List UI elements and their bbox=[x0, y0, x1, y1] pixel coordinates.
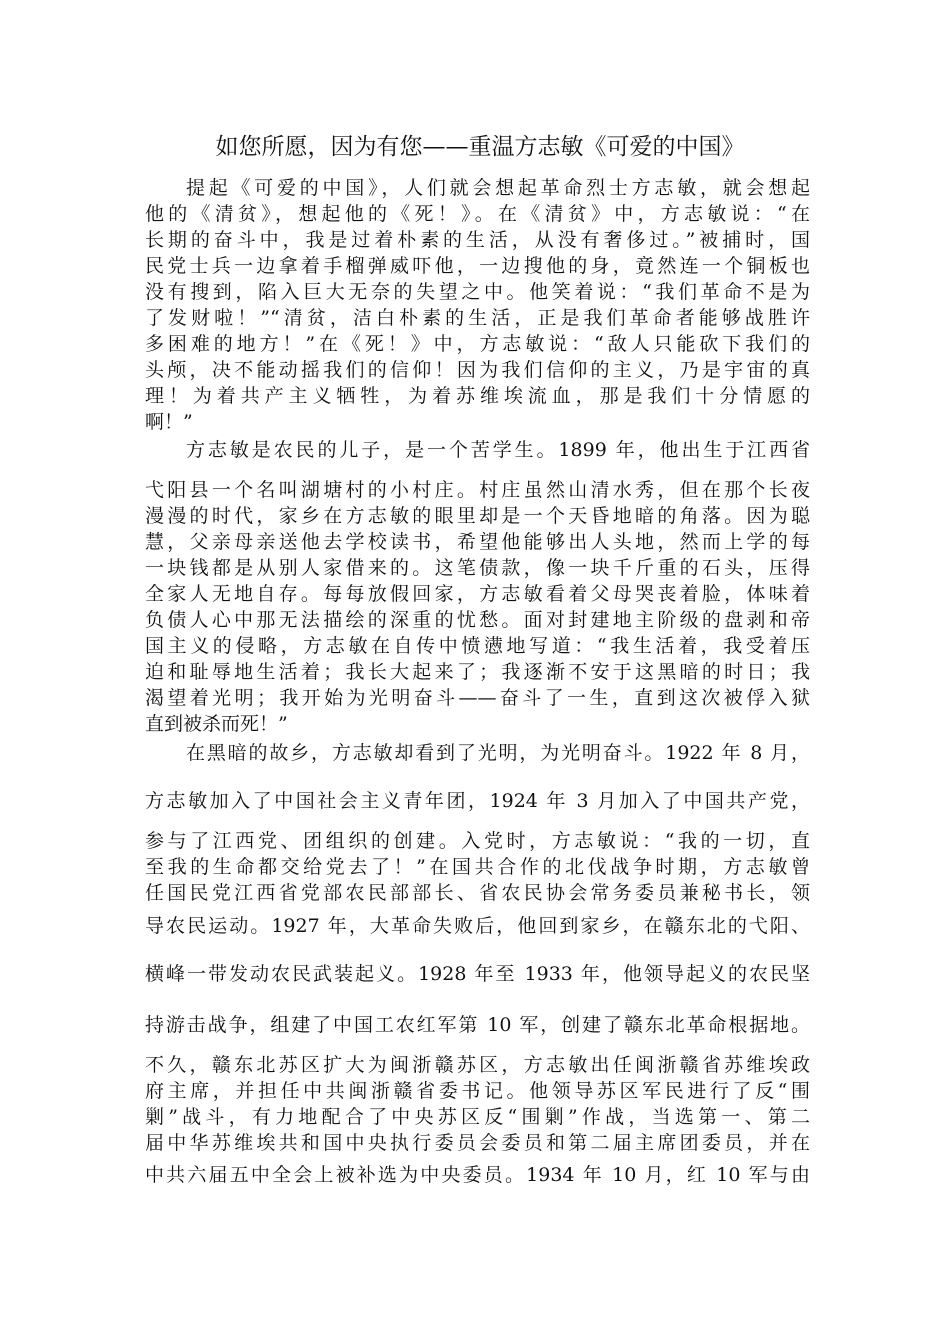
text-line: 慧，父亲母亲送他去学校读书，希望他能够出人头地，然而上学的每 bbox=[145, 531, 810, 553]
text-line: 横峰一带发动农民武装起义。1928 年至 1933 年，他领导起义的农民坚 bbox=[145, 963, 810, 985]
text-line: 长期的奋斗中，我是过着朴素的生活，从没有奢侈过。”被捕时，国 bbox=[145, 229, 810, 251]
text-line: 至我的生命都交给党去了！”在国共合作的北伐战争时期，方志敏曾 bbox=[145, 856, 810, 878]
text-line: 参与了江西党、团组织的创建。入党时，方志敏说：“我的一切，直 bbox=[145, 830, 810, 852]
text-line: 他的《清贫》，想起他的《死！》。在《清贫》中，方志敏说：“在 bbox=[145, 203, 810, 225]
text-line: 提起《可爱的中国》，人们就会想起革命烈士方志敏，就会想起 bbox=[186, 177, 810, 199]
text-line: 届中华苏维埃共和国中央执行委员会委员和第二届主席团委员，并在 bbox=[145, 1132, 810, 1154]
text-line: 中共六届五中全会上被补选为中央委员。1934 年 10 月，红 10 军与由 bbox=[145, 1164, 810, 1186]
text-line: 方志敏是农民的儿子，是一个苦学生。1899 年，他出生于江西省 bbox=[186, 439, 810, 461]
text-line: 漫漫的时代，家乡在方志敏的眼里却是一个天昏地暗的角落。因为聪 bbox=[145, 505, 810, 527]
text-line: 国主义的侵略，方志敏在自传中愤懑地写道：“我生活着，我受着压 bbox=[145, 635, 810, 657]
text-line: 啊！” bbox=[145, 411, 193, 433]
document-title: 如您所愿，因为有您——重温方志敏《可爱的中国》 bbox=[215, 134, 745, 160]
text-line: 在黑暗的故乡，方志敏却看到了光明，为光明奋斗。1922 年 8 月， bbox=[186, 742, 810, 764]
text-line: 不久，赣东北苏区扩大为闽浙赣苏区，方志敏出任闽浙赣省苏维埃政 bbox=[145, 1054, 810, 1076]
text-line: 头颅，决不能动摇我们的信仰！因为我们信仰的主义，乃是宇宙的真 bbox=[145, 359, 810, 381]
text-line: 民党士兵一边拿着手榴弹威吓他，一边搜他的身，竟然连一个铜板也 bbox=[145, 255, 810, 277]
text-line: 迫和耻辱地生活着；我长大起来了；我逐渐不安于这黑暗的时日；我 bbox=[145, 661, 810, 683]
text-line: 多困难的地方！”在《死！》中，方志敏说：“敌人只能砍下我们的 bbox=[145, 333, 810, 355]
text-line: 剿”战斗，有力地配合了中央苏区反“围剿”作战，当选第一、第二 bbox=[145, 1106, 810, 1128]
text-line: 府主席，并担任中共闽浙赣省委书记。他领导苏区军民进行了反“围 bbox=[145, 1080, 810, 1102]
text-line: 直到被杀而死！” bbox=[145, 713, 288, 735]
text-line: 渴望着光明；我开始为光明奋斗——奋斗了一生，直到这次被俘入狱 bbox=[145, 687, 810, 709]
text-line: 一块钱都是从别人家借来的。这笔债款，像一块千斤重的石头，压得 bbox=[145, 557, 810, 579]
text-line: 方志敏加入了中国社会主义青年团，1924 年 3 月加入了中国共产党， bbox=[145, 790, 810, 812]
text-line: 任国民党江西省党部农民部部长、省农民协会常务委员兼秘书长，领 bbox=[145, 882, 810, 904]
text-line: 没有搜到，陷入巨大无奈的失望之中。他笑着说：“我们革命不是为 bbox=[145, 281, 810, 303]
text-line: 弋阳县一个名叫湖塘村的小村庄。村庄虽然山清水秀，但在那个长夜 bbox=[145, 479, 810, 501]
text-line: 了发财啦！”“清贫，洁白朴素的生活，正是我们革命者能够战胜许 bbox=[145, 307, 810, 329]
text-line: 负债人心中那无法描绘的深重的忧愁。面对封建地主阶级的盘剥和帝 bbox=[145, 609, 810, 631]
text-line: 理！为着共产主义牺牲，为着苏维埃流血，那是我们十分情愿的 bbox=[145, 385, 810, 407]
text-line: 导农民运动。1927 年，大革命失败后，他回到家乡，在赣东北的弋阳、 bbox=[145, 915, 810, 937]
text-line: 持游击战争，组建了中国工农红军第 10 军，创建了赣东北革命根据地。 bbox=[145, 1014, 810, 1036]
text-line: 全家人无地自存。每每放假回家，方志敏看着父母哭丧着脸，体味着 bbox=[145, 583, 810, 605]
